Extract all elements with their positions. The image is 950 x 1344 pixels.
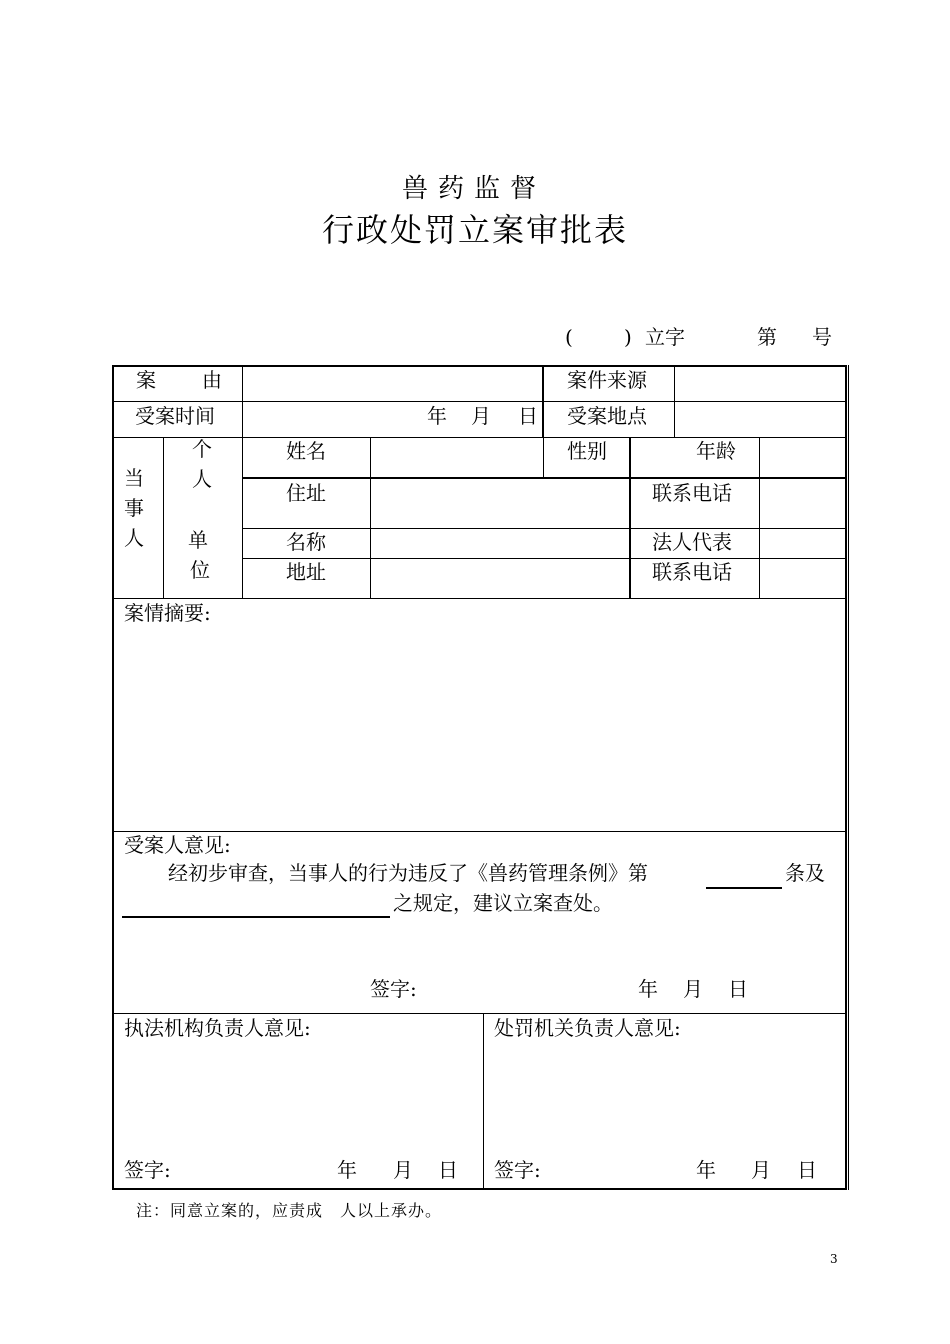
address-label: 住址 xyxy=(286,481,326,505)
enforcement-year: 年 xyxy=(337,1158,357,1182)
unit-phone-label: 联系电话 xyxy=(652,560,732,584)
case-summary-field[interactable] xyxy=(114,628,844,828)
footer-note: 注：同意立案的，应责成 人以上承办。 xyxy=(136,1201,443,1220)
number-di: 第 xyxy=(757,325,777,349)
phone-field[interactable] xyxy=(761,480,843,527)
unit-phone-field[interactable] xyxy=(761,560,843,597)
case-reason-label-a: 案 xyxy=(136,368,156,392)
accept-time-month: 月 xyxy=(471,404,491,428)
accept-place-field[interactable] xyxy=(677,403,843,435)
article-blank[interactable] xyxy=(706,865,782,889)
unit-address-field[interactable] xyxy=(372,560,628,597)
acceptor-opinion-label: 受案人意见: xyxy=(124,833,231,857)
penalty-month: 月 xyxy=(751,1158,771,1182)
name-label: 姓名 xyxy=(286,439,326,463)
title-line1: 兽药监督 xyxy=(402,174,547,204)
case-source-field[interactable] xyxy=(677,367,843,399)
penalty-sign-label: 签字: xyxy=(494,1158,541,1182)
unit-label-1: 单 xyxy=(188,528,208,552)
acceptor-line2-text: 之规定，建议立案查处。 xyxy=(393,891,613,915)
provision-blank[interactable] xyxy=(122,894,390,918)
enforcement-opinion-label: 执法机构负责人意见: xyxy=(124,1016,311,1040)
legal-rep-label: 法人代表 xyxy=(652,530,732,554)
address-field[interactable] xyxy=(372,480,628,527)
number-hao: 号 xyxy=(812,325,832,349)
individual-label-1: 个 xyxy=(192,437,212,461)
title-line2: 行政处罚立案审批表 xyxy=(322,211,629,249)
legal-rep-field[interactable] xyxy=(761,530,843,557)
age-field[interactable] xyxy=(761,439,843,476)
enforcement-month: 月 xyxy=(393,1158,413,1182)
gender-field[interactable] xyxy=(632,439,692,476)
enforcement-day: 日 xyxy=(438,1158,458,1182)
case-reason-label-b: 由 xyxy=(202,368,222,392)
number-lizi: 立字 xyxy=(645,325,685,349)
acceptor-year: 年 xyxy=(638,977,658,1001)
gender-label: 性别 xyxy=(567,439,607,463)
phone-label: 联系电话 xyxy=(652,481,732,505)
penalty-year: 年 xyxy=(696,1158,716,1182)
name-field[interactable] xyxy=(372,439,542,476)
unit-name-label: 名称 xyxy=(286,530,326,554)
accept-time-label: 受案时间 xyxy=(135,404,215,428)
penalty-opinion-label: 处罚机关负责人意见: xyxy=(494,1016,681,1040)
party-label-2: 事 xyxy=(124,496,144,520)
party-label-3: 人 xyxy=(124,526,144,550)
page-number: 3 xyxy=(830,1252,838,1266)
acceptor-line1-text: 经初步审查，当事人的行为违反了《兽药管理条例》第 xyxy=(168,861,648,885)
acceptor-sign-label: 签字: xyxy=(370,977,417,1001)
case-summary-label: 案情摘要: xyxy=(124,601,211,625)
number-paren-close: ) xyxy=(624,325,632,349)
acceptor-day: 日 xyxy=(728,977,748,1001)
enforcement-sign-label: 签字: xyxy=(124,1158,171,1182)
acceptor-line1-suffix: 条及 xyxy=(785,861,825,885)
penalty-day: 日 xyxy=(797,1158,817,1182)
number-paren-open: ( xyxy=(565,325,573,349)
unit-label-2: 位 xyxy=(190,558,210,582)
enforcement-opinion-field[interactable] xyxy=(114,1042,482,1152)
acceptor-month: 月 xyxy=(683,977,703,1001)
age-label: 年龄 xyxy=(696,439,736,463)
case-reason-field[interactable] xyxy=(245,367,540,399)
accept-time-year: 年 xyxy=(427,404,447,428)
individual-label-2: 人 xyxy=(192,467,212,491)
penalty-opinion-field[interactable] xyxy=(486,1042,844,1152)
unit-address-label: 地址 xyxy=(286,560,326,584)
case-source-label: 案件来源 xyxy=(567,368,647,392)
accept-place-label: 受案地点 xyxy=(567,404,647,428)
party-label-1: 当 xyxy=(124,466,144,490)
accept-time-day: 日 xyxy=(518,404,538,428)
unit-name-field[interactable] xyxy=(372,530,628,557)
